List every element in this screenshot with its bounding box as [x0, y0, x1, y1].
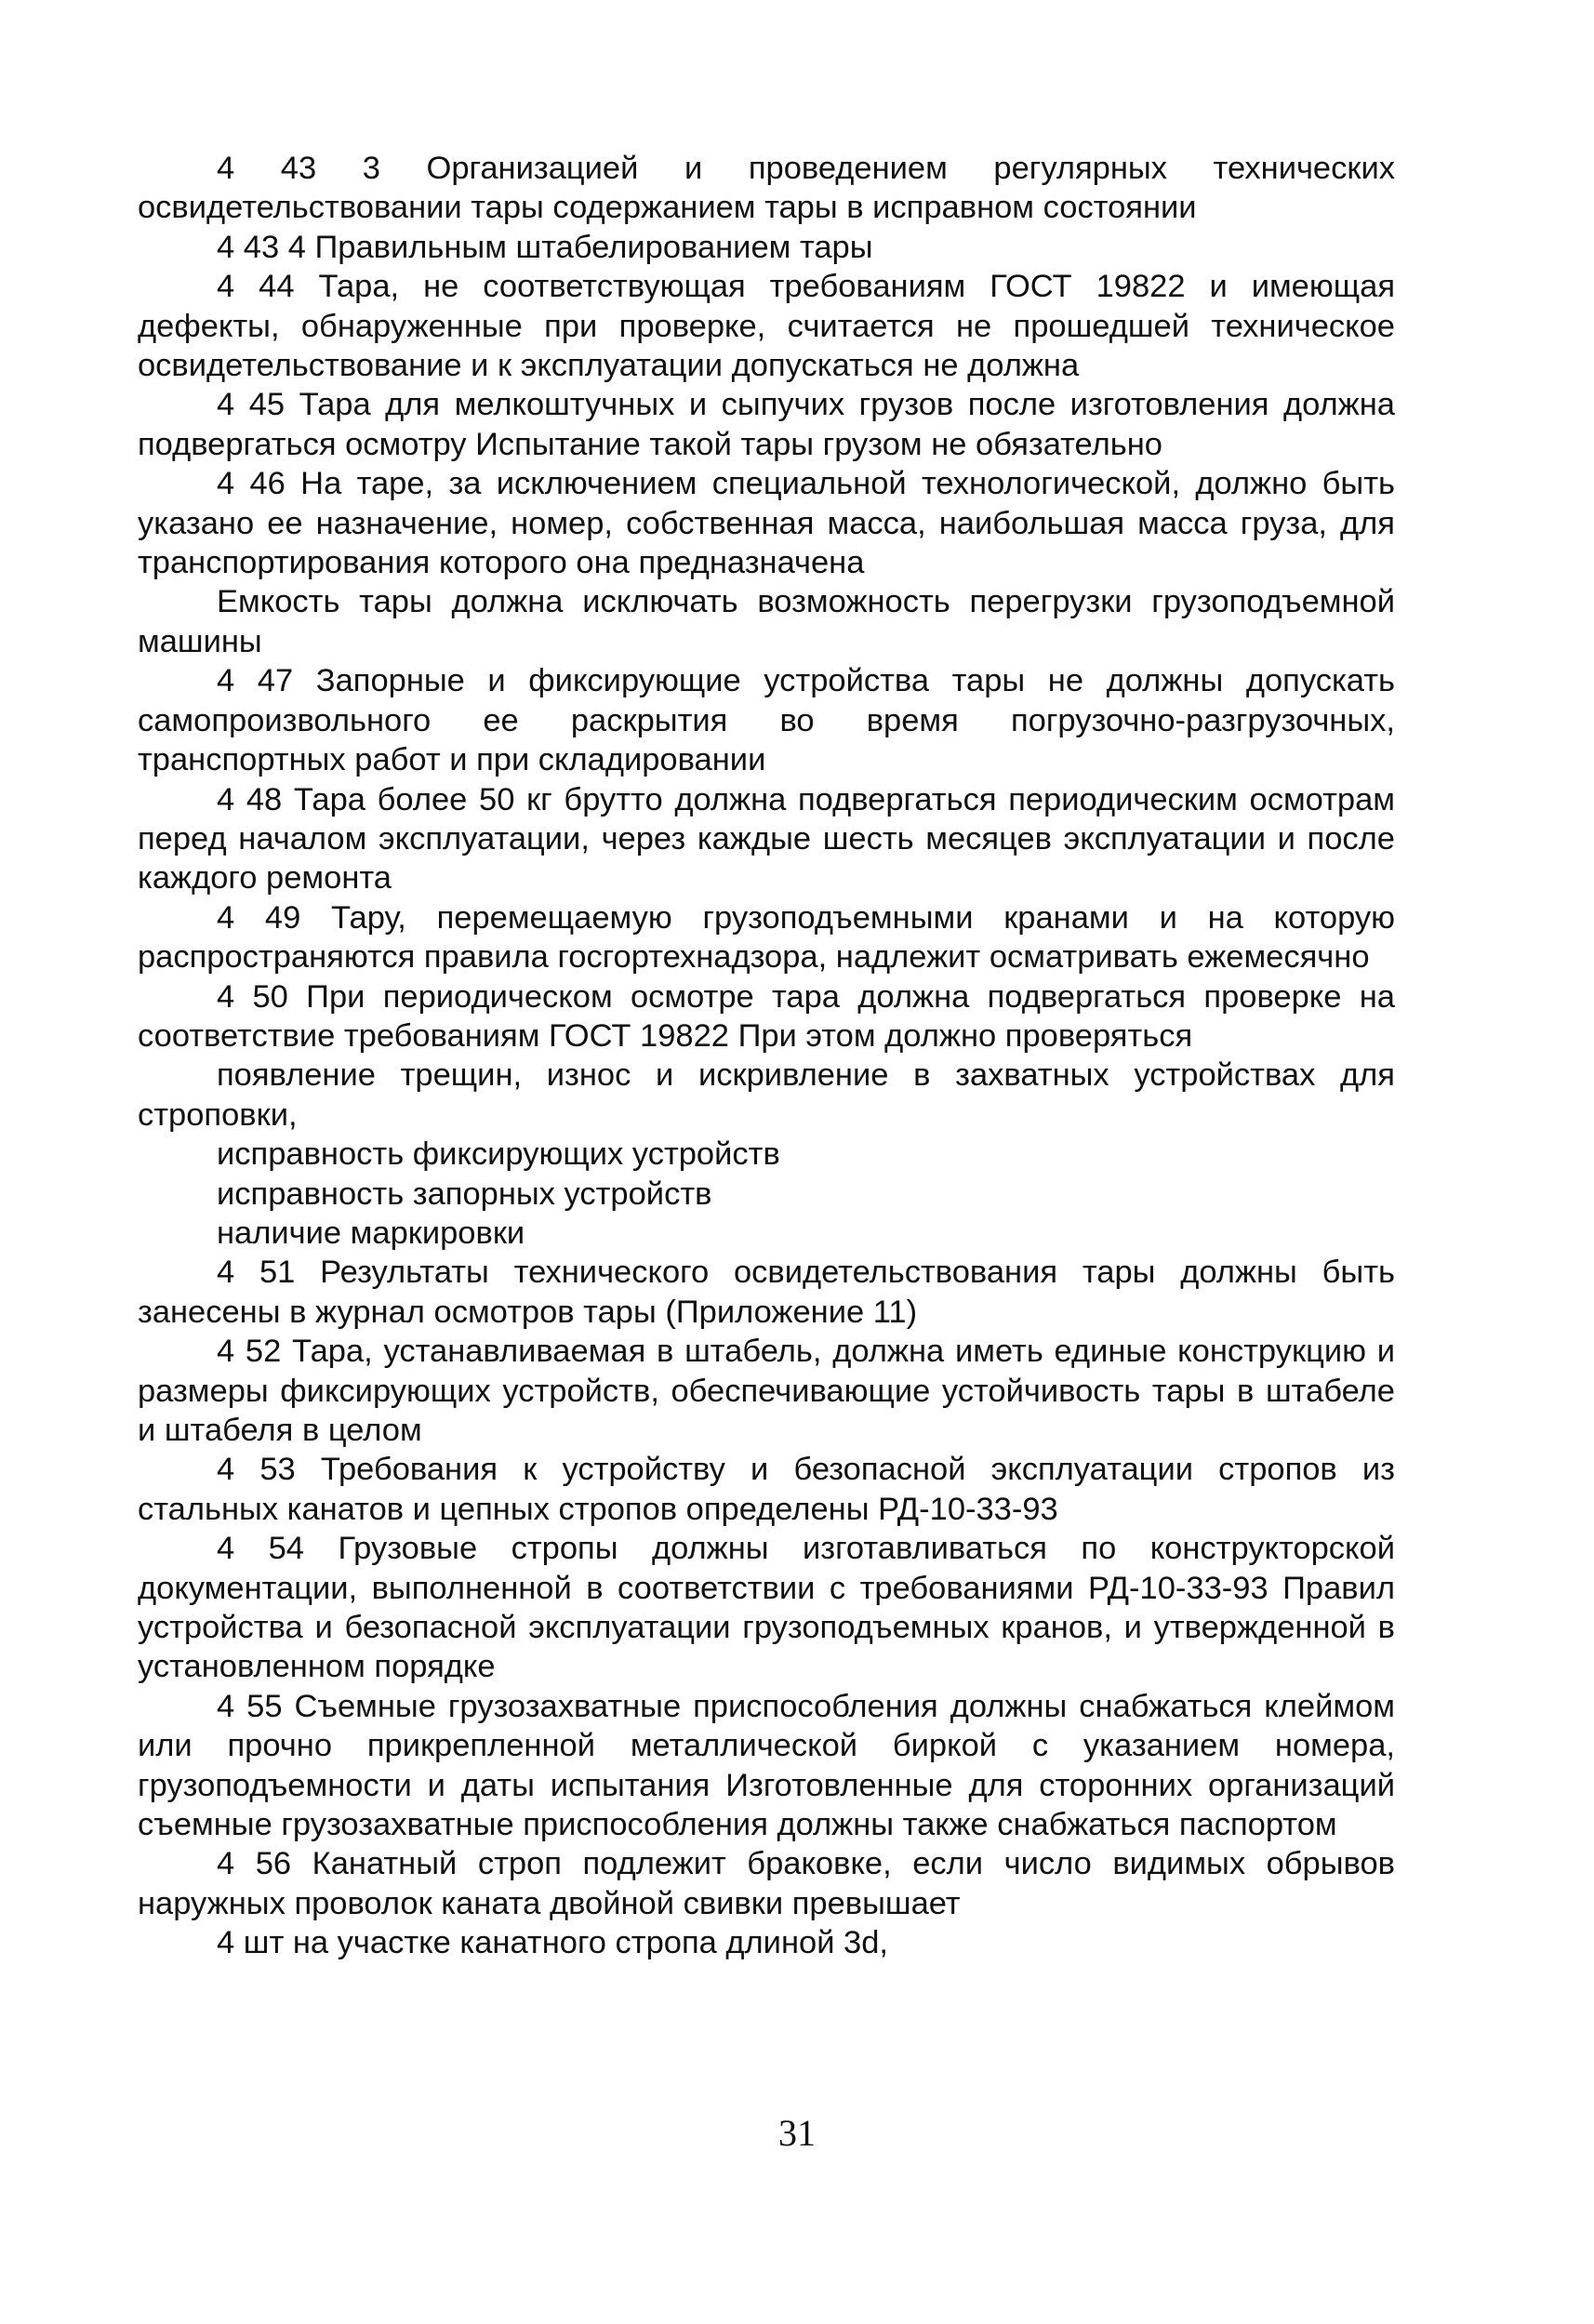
paragraph-4-54: 4 54 Грузовые стропы должны изготавливаться по конструкторской документации, выполненной в соответствии с требованиями РД-10-33-93 Правил устройства и безопасной эксплуатации грузоподъемных кранов, и утвержденной в установленном порядке — [138, 1531, 1395, 1685]
list-item: исправность фиксирующих устройств — [217, 1136, 780, 1173]
paragraph-4-56: 4 56 Канатный строп подлежит браковке, если число видимых обрывов наружных проволок каната двойной свивки превышает — [138, 1846, 1395, 1921]
paragraph-4-49: 4 49 Тару, перемещаемую грузоподъемными кранами и на которую распространяются правила госгортехнадзора, надлежит осматривать ежемесячно — [138, 899, 1395, 976]
paragraph-4-45: 4 45 Тара для мелкоштучных и сыпучих грузов после изготовления должна подвергаться осмотру Испытание такой тары грузом не обязательно — [138, 387, 1395, 462]
paragraph-4-52: 4 52 Тара, устанавливаемая в штабель, должна иметь единые конструкцию и размеры фиксирующих устройств, обеспечивающие устойчивость тары в штабеле и штабеля в целом — [138, 1334, 1395, 1448]
paragraph-4-pcs: 4 шт на участке канатного стропа длиной 3d, — [217, 1925, 889, 1961]
paragraph-4-43-3: 4 43 3 Организацией и проведением регулярных технических освидетельствовании тары содержанием тары в исправном состоянии — [138, 151, 1395, 226]
paragraph-4-47: 4 47 Запорные и фиксирующие устройства тары не должны допускать самопроизвольного ее раскрытия во время погрузочно-разгрузочных, транспортных работ и при складировании — [138, 663, 1395, 778]
paragraph-4-50: 4 50 При периодическом осмотре тара должна подвергаться проверке на соответствие требованиям ГОСТ 19822 При этом должно проверяться — [138, 978, 1395, 1054]
paragraph-4-46: 4 46 На таре, за исключением специальной технологической, должно быть указано ее назначение, номер, собственная масса, наибольшая масса груза, для транспортирования которого она предназначена — [138, 466, 1395, 581]
list-item: исправность запорных устройств — [217, 1175, 712, 1212]
body-text — [138, 149, 1395, 1963]
paragraph-cracks: появление трещин, износ и искривление в захватных устройствах для строповки, — [138, 1057, 1395, 1133]
paragraph-4-53: 4 53 Требования к устройству и безопасной эксплуатации стропов из стальных канатов и цепных стропов определены РД-10-33-93 — [138, 1452, 1395, 1527]
paragraph-4-43-4: 4 43 4 Правильным штабелированием тары — [217, 229, 873, 265]
paragraph-capacity: Емкость тары должна исключать возможность перегрузки грузоподъемной машины — [138, 584, 1395, 659]
paragraph-4-55: 4 55 Съемные грузозахватные приспособления должны снабжаться клеймом или прочно прикрепленной металлической биркой с указанием номера, грузоподъемности и даты испытания Изготовленные для сторонних организаций съемные грузозахватные приспособления должны также снабжаться паспортом — [138, 1688, 1395, 1843]
paragraph-4-48: 4 48 Тара более 50 кг брутто должна подвергаться периодическим осмотрам перед началом эксплуатации, через каждые шесть месяцев эксплуатации и после каждого ремонта — [138, 781, 1395, 896]
list-item: наличие маркировки — [217, 1215, 525, 1251]
page-number: 31 — [778, 2112, 816, 2154]
paragraph-4-44: 4 44 Тара, не соответствующая требованиям ГОСТ 19822 и имеющая дефекты, обнаруженные при проверке, считается не прошедшей техническое освидетельствование и к эксплуатации допускаться не должна — [138, 269, 1395, 384]
paragraph-4-51: 4 51 Результаты технического освидетельствования тары должны быть занесены в журнал осмотров тары (Приложение 11) — [138, 1255, 1395, 1330]
